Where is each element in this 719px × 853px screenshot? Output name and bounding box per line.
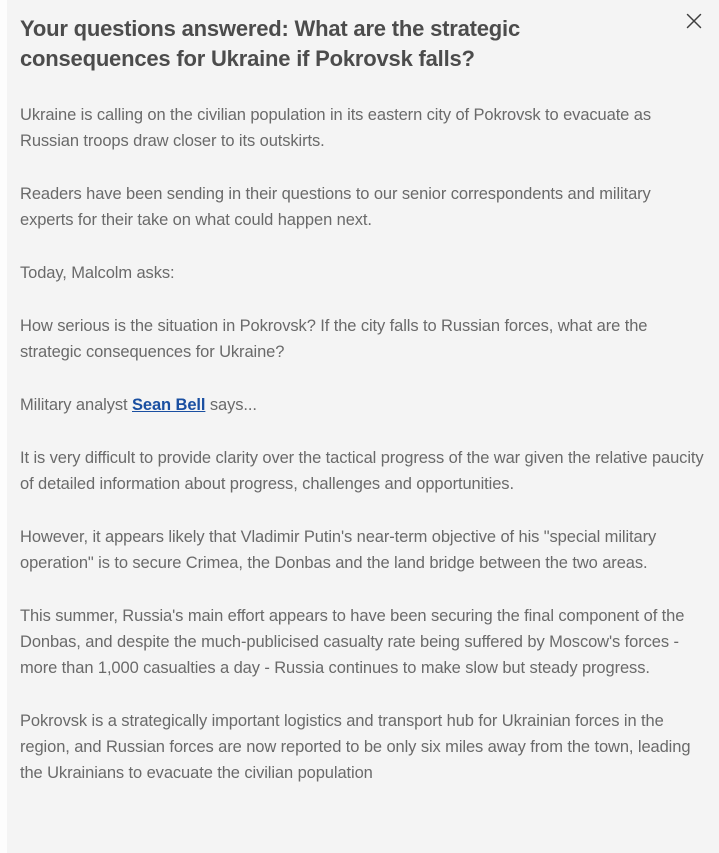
expert-line-suffix: says... <box>205 396 257 414</box>
article-paragraph: Ukraine is calling on the civilian population in its eastern city of Pokrovsk to evacuate as Russian troops draw closer to its outskirts. <box>20 106 651 150</box>
article-paragraph: Pokrovsk is a strategically important logistics and transport hub for Ukrainian forces in the region, and Russian forces are now reported to be only six miles away from the town, leading the Ukrainians to evacuate the civilian population <box>20 712 691 782</box>
close-icon <box>684 11 704 31</box>
article-paragraph: Readers have been sending in their questions to our senior correspondents and military experts for their take on what could happen next. <box>20 185 651 229</box>
article-paragraph: It is very difficult to provide clarity over the tactical progress of the war given the relative paucity of detailed information about progress, challenges and opportunities. <box>20 449 704 493</box>
expert-line-prefix: Military analyst <box>20 396 132 414</box>
expert-attribution-line <box>20 392 705 418</box>
sean-bell-link[interactable]: Sean Bell <box>132 396 206 414</box>
article-paragraph: This summer, Russia's main effort appears to have been securing the final component of the Donbas, and despite the much-publicised casualty rate being suffered by Moscow's forces - more than 1,000 casualties a day - Russia continues to make slow but steady progress. <box>20 607 685 677</box>
article-paragraph: Today, Malcolm asks: <box>20 264 175 282</box>
article-modal <box>7 0 719 853</box>
page-edge-strip <box>0 0 7 853</box>
modal-title: Your questions answered: What are the strategic consequences for Ukraine if Pokrovsk falls? <box>20 16 520 71</box>
close-button[interactable] <box>681 8 707 34</box>
article-paragraph: However, it appears likely that Vladimir Putin's near-term objective of his "special military operation" is to secure Crimea, the Donbas and the land bridge between the two areas. <box>20 528 657 572</box>
article-paragraph: How serious is the situation in Pokrovsk? If the city falls to Russian forces, what are the strategic consequences for Ukraine? <box>20 317 648 361</box>
